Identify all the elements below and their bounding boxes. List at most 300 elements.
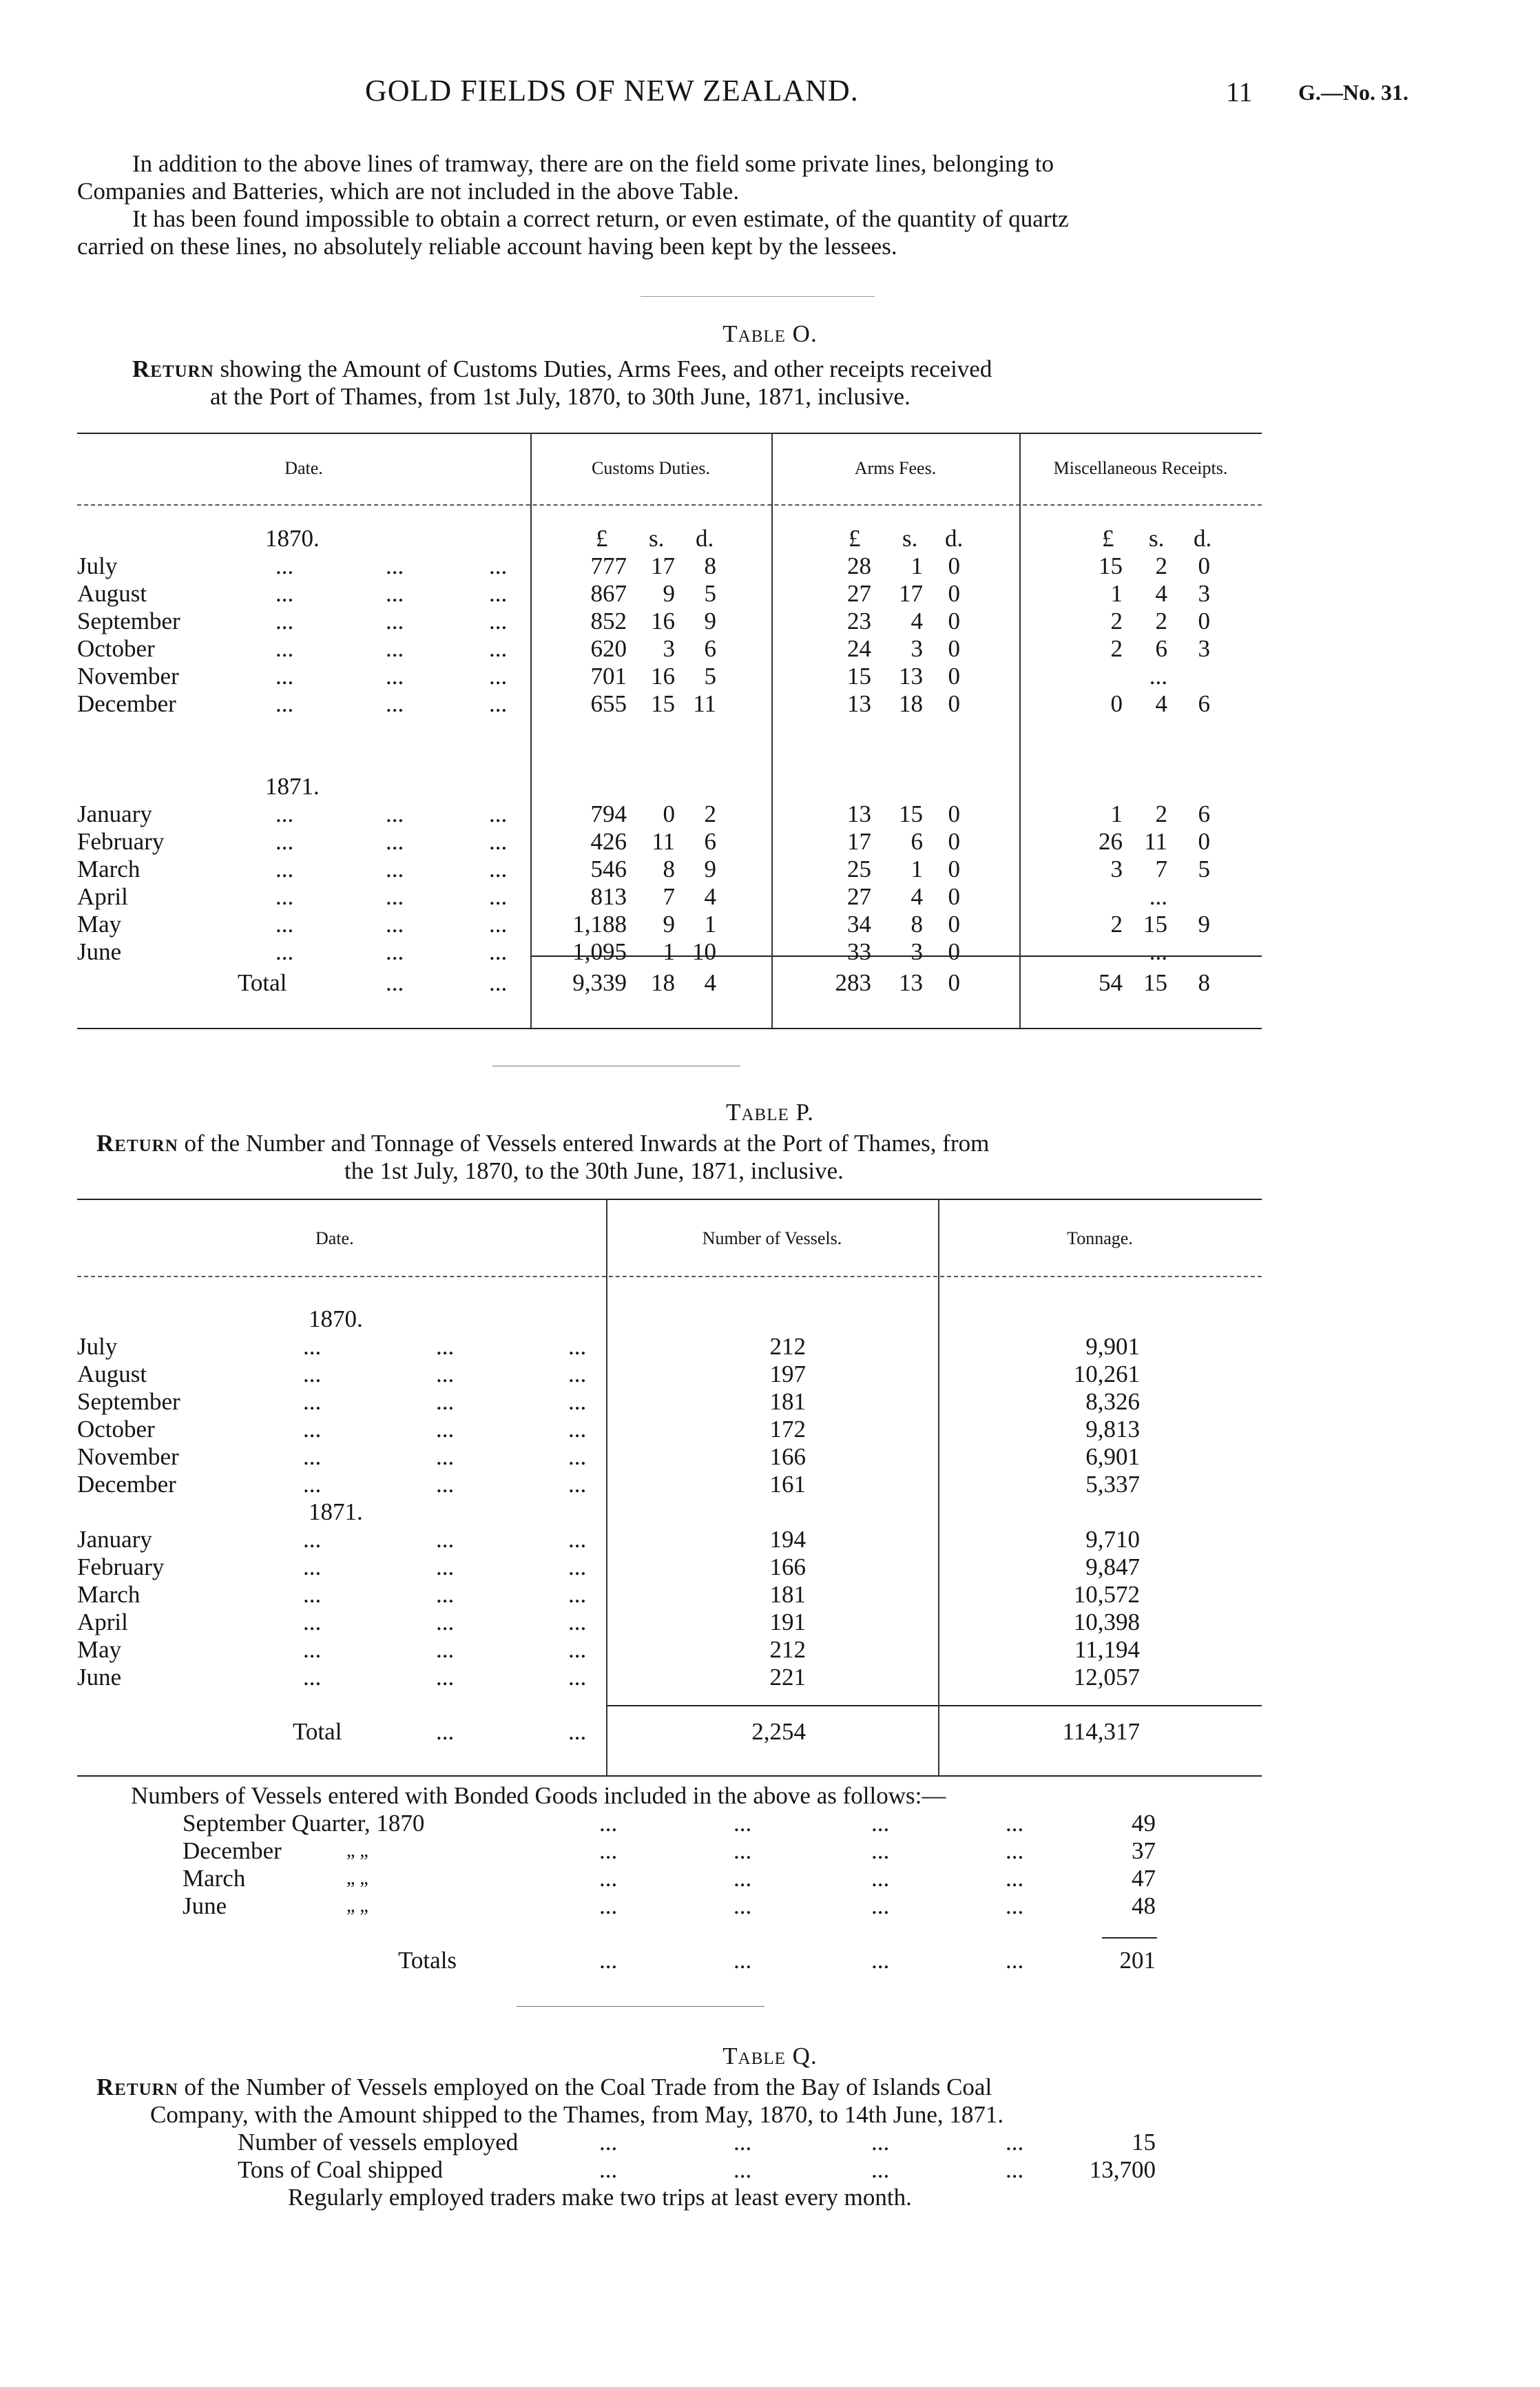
misc-pounds: 0	[1110, 690, 1123, 717]
page-number: 11	[1226, 76, 1253, 107]
customs-pence: 11	[693, 690, 716, 717]
intro-line: carried on these lines, no absolutely reliable account having been kept by the lessees.	[77, 233, 897, 260]
intro-line: In addition to the above lines of tramway, there are on the field some private lines, belonging to	[132, 150, 1054, 177]
leader-dots: ...	[568, 1526, 587, 1553]
leader-dots: ...	[275, 663, 294, 690]
leader-dots: ...	[386, 635, 404, 662]
row-month: September	[77, 1388, 180, 1415]
customs-pounds: 867	[590, 580, 627, 607]
leader-dots: ...	[303, 1636, 322, 1663]
table-rule	[77, 1199, 1262, 1200]
leader-dots: ...	[275, 635, 294, 662]
vessels-count: 161	[769, 1471, 806, 1498]
leader-dots: ...	[599, 2129, 618, 2156]
table-rule	[77, 1775, 1262, 1777]
unit-pence: d.	[696, 525, 714, 552]
misc-pounds: 26	[1099, 828, 1123, 855]
row-month: February	[77, 828, 165, 855]
vessels-count: 191	[769, 1609, 806, 1635]
customs-pence: 10	[692, 938, 716, 965]
unit-pence: d.	[1194, 525, 1212, 552]
tonnage-value: 12,057	[1073, 1664, 1140, 1691]
misc-pounds: 2	[1110, 608, 1123, 634]
misc-pounds: 1	[1110, 800, 1123, 827]
leader-dots: ...	[303, 1416, 322, 1443]
total-arms-pence: 0	[948, 969, 960, 996]
leader-dots: ...	[599, 2156, 618, 2183]
arms-shillings: 1	[911, 856, 923, 882]
total-customs-pence: 4	[704, 969, 716, 996]
quarter-label: June	[183, 1892, 227, 1919]
leader-dots: ...	[436, 1664, 455, 1691]
total-customs-pounds: 9,339	[572, 969, 627, 996]
column-rule	[938, 1199, 939, 1775]
leader-dots: ...	[568, 1581, 587, 1608]
leader-dots: ...	[436, 1526, 455, 1553]
total-arms-pounds: 283	[835, 969, 871, 996]
arms-pence: 0	[948, 690, 960, 717]
misc-shillings: 6	[1155, 635, 1167, 662]
arms-shillings: 18	[899, 690, 923, 717]
misc-pence: 6	[1198, 690, 1210, 717]
leader-dots: ...	[568, 1664, 587, 1691]
bonded-intro: Numbers of Vessels entered with Bonded Goods included in the above as follows:—	[131, 1782, 946, 1809]
leader-dots: ...	[489, 856, 508, 882]
leader-dots: ...	[568, 1718, 587, 1745]
arms-pence: 0	[948, 608, 960, 634]
misc-pence: 0	[1198, 828, 1210, 855]
tonnage-value: 6,901	[1085, 1443, 1140, 1470]
customs-pounds: 794	[590, 800, 627, 827]
arms-pounds: 27	[847, 883, 871, 910]
leader-dots: ...	[489, 938, 508, 965]
arms-shillings: 3	[911, 635, 923, 662]
leader-dots: ...	[303, 1443, 322, 1470]
leader-dots: ...	[386, 856, 404, 882]
arms-pence: 0	[948, 856, 960, 882]
misc-shillings: 4	[1155, 580, 1167, 607]
tonnage-value: 9,901	[1085, 1333, 1140, 1360]
arms-pence: 0	[948, 828, 960, 855]
row-month: March	[77, 1581, 141, 1608]
table-o-caption-2: at the Port of Thames, from 1st July, 1870, to 30th June, 1871, inclusive.	[210, 383, 911, 410]
column-rule	[606, 1199, 607, 1775]
column-rule	[1019, 433, 1021, 1028]
leader-dots: ...	[733, 1865, 752, 1892]
misc-pounds: 3	[1110, 856, 1123, 882]
column-header-date: Date.	[284, 458, 323, 478]
unit-shilling: s.	[649, 525, 665, 552]
quarter-value: 49	[1132, 1810, 1156, 1837]
customs-pence: 9	[704, 608, 716, 634]
leader-dots: ...	[386, 608, 404, 634]
misc-shillings: 2	[1155, 800, 1167, 827]
column-header-customs: Customs Duties.	[592, 458, 710, 478]
sum-rule	[1102, 1937, 1157, 1939]
total-vessels: 2,254	[751, 1718, 806, 1745]
misc-pounds: 1	[1110, 580, 1123, 607]
table-p-caption-2: the 1st July, 1870, to the 30th June, 1871, inclusive.	[344, 1157, 844, 1184]
vessels-employed-label: Number of vessels employed	[238, 2129, 519, 2156]
leader-dots: ...	[436, 1361, 455, 1387]
row-month: November	[77, 1443, 179, 1470]
leader-dots: ...	[275, 552, 294, 579]
row-month: February	[77, 1553, 165, 1580]
leader-dots: ...	[436, 1553, 455, 1580]
vessels-count: 172	[769, 1416, 806, 1443]
vessels-count: 181	[769, 1581, 806, 1608]
customs-pence: 8	[704, 552, 716, 579]
customs-shillings: 7	[663, 883, 675, 910]
leader-dots: ...	[386, 969, 404, 996]
leader-dots: ...	[436, 1718, 455, 1745]
customs-pounds: 620	[590, 635, 627, 662]
tonnage-value: 11,194	[1074, 1636, 1140, 1663]
arms-shillings: 1	[911, 552, 923, 579]
section-divider	[641, 296, 875, 297]
arms-shillings: 3	[911, 938, 923, 965]
arms-pence: 0	[948, 938, 960, 965]
arms-pence: 0	[948, 552, 960, 579]
row-month: September	[77, 608, 180, 634]
tonnage-value: 9,813	[1085, 1416, 1140, 1443]
arms-shillings: 6	[911, 828, 923, 855]
leader-dots: ...	[275, 883, 294, 910]
leader-dots: ...	[871, 1865, 890, 1892]
row-month: November	[77, 663, 179, 690]
coal-shipped-value: 13,700	[1089, 2156, 1156, 2183]
leader-dots: ...	[1006, 1810, 1024, 1837]
leader-dots: ...	[386, 911, 404, 938]
misc-pence: 3	[1198, 580, 1210, 607]
leader-dots: ...	[303, 1471, 322, 1498]
row-month: April	[77, 883, 128, 910]
section-divider	[517, 2006, 764, 2007]
caption-lead: Return	[96, 2074, 178, 2100]
leader-dots: ...	[436, 1581, 455, 1608]
leader-dots: ...	[303, 1609, 322, 1635]
vessels-count: 221	[769, 1664, 806, 1691]
table-rule	[77, 433, 1262, 434]
leader-dots: ...	[568, 1636, 587, 1663]
leader-dots: ...	[436, 1416, 455, 1443]
misc-shillings: 4	[1155, 690, 1167, 717]
customs-pence: 2	[704, 800, 716, 827]
row-month: October	[77, 635, 155, 662]
leader-dots: ...	[303, 1388, 322, 1415]
customs-pounds: 852	[590, 608, 627, 634]
customs-pence: 6	[704, 828, 716, 855]
table-rule	[77, 504, 1262, 506]
misc-pounds: 15	[1099, 552, 1123, 579]
ditto-marks: „ „	[346, 1840, 368, 1861]
leader-dots: ...	[275, 608, 294, 634]
misc-pence: 5	[1198, 856, 1210, 882]
arms-shillings: 8	[911, 911, 923, 938]
customs-pence: 5	[704, 580, 716, 607]
row-month: July	[77, 1333, 118, 1360]
tonnage-value: 5,337	[1085, 1471, 1140, 1498]
customs-shillings: 11	[652, 828, 675, 855]
leader-dots: ...	[1006, 1837, 1024, 1864]
leader-dots: ...	[303, 1553, 322, 1580]
intro-line: Companies and Batteries, which are not included in the above Table.	[77, 178, 740, 205]
leader-dots: ...	[275, 800, 294, 827]
column-header-date: Date.	[315, 1228, 354, 1248]
arms-pounds: 25	[847, 856, 871, 882]
misc-pence: 6	[1198, 800, 1210, 827]
table-q-label: Table Q.	[722, 2043, 818, 2069]
year-label: 1871.	[265, 773, 320, 800]
totals-label: Totals	[398, 1947, 457, 1974]
customs-shillings: 15	[651, 690, 675, 717]
arms-shillings: 4	[911, 608, 923, 634]
ditto-marks: „ „	[346, 1895, 368, 1916]
misc-pounds: 2	[1110, 635, 1123, 662]
arms-pounds: 33	[847, 938, 871, 965]
row-month: December	[77, 690, 176, 717]
arms-pence: 0	[948, 911, 960, 938]
quarter-value: 48	[1132, 1892, 1156, 1919]
table-p-label: Table P.	[726, 1099, 814, 1126]
leader-dots: ...	[275, 911, 294, 938]
tonnage-value: 9,847	[1085, 1553, 1140, 1580]
customs-pence: 5	[704, 663, 716, 690]
leader-dots: ...	[489, 635, 508, 662]
total-tonnage: 114,317	[1062, 1718, 1140, 1745]
vessels-count: 166	[769, 1443, 806, 1470]
table-o-caption	[132, 355, 992, 383]
ditto-marks: „ „	[346, 1868, 368, 1889]
customs-pounds: 546	[590, 856, 627, 882]
leader-dots: ...	[303, 1526, 322, 1553]
tonnage-value: 10,572	[1073, 1581, 1140, 1608]
table-rule	[606, 1705, 1262, 1706]
vessels-count: 181	[769, 1388, 806, 1415]
unit-pound: £	[596, 525, 608, 552]
leader-dots: ...	[436, 1609, 455, 1635]
leader-dots: ...	[733, 1810, 752, 1837]
misc-shillings: 2	[1155, 608, 1167, 634]
leader-dots: ...	[568, 1333, 587, 1360]
arms-pounds: 13	[847, 800, 871, 827]
arms-pence: 0	[948, 800, 960, 827]
customs-pounds: 777	[590, 552, 627, 579]
customs-shillings: 9	[663, 580, 675, 607]
leader-dots: ...	[489, 800, 508, 827]
leader-dots: ...	[436, 1471, 455, 1498]
leader-dots: ...	[275, 580, 294, 607]
misc-pence: 0	[1198, 552, 1210, 579]
arms-pence: 0	[948, 883, 960, 910]
leader-dots: ...	[568, 1416, 587, 1443]
vessels-employed-value: 15	[1132, 2129, 1156, 2156]
total-arms-shillings: 13	[899, 969, 923, 996]
leader-dots: ...	[489, 608, 508, 634]
misc-shillings: ...	[1149, 938, 1167, 965]
customs-pence: 6	[704, 635, 716, 662]
arms-pounds: 34	[847, 911, 871, 938]
leader-dots: ...	[599, 1810, 618, 1837]
customs-pounds: 655	[590, 690, 627, 717]
caption-text: of the Number and Tonnage of Vessels entered Inwards at the Port of Thames, from	[184, 1130, 990, 1157]
leader-dots: ...	[386, 800, 404, 827]
leader-dots: ...	[275, 856, 294, 882]
vessels-count: 212	[769, 1333, 806, 1360]
leader-dots: ...	[303, 1664, 322, 1691]
arms-pounds: 24	[847, 635, 871, 662]
leader-dots: ...	[386, 663, 404, 690]
column-header-vessels: Number of Vessels.	[702, 1228, 842, 1248]
row-month: June	[77, 938, 122, 965]
leader-dots: ...	[733, 1837, 752, 1864]
leader-dots: ...	[733, 2156, 752, 2183]
leader-dots: ...	[489, 883, 508, 910]
page-title: GOLD FIELDS OF NEW ZEALAND.	[365, 74, 859, 107]
quarter-label: December	[183, 1837, 282, 1864]
leader-dots: ...	[568, 1361, 587, 1387]
leader-dots: ...	[1006, 1865, 1024, 1892]
customs-pounds: 426	[590, 828, 627, 855]
tonnage-value: 9,710	[1085, 1526, 1140, 1553]
customs-pounds: 813	[590, 883, 627, 910]
row-month: January	[77, 1526, 152, 1553]
misc-pence: 0	[1198, 608, 1210, 634]
leader-dots: ...	[871, 1947, 890, 1974]
leader-dots: ...	[568, 1553, 587, 1580]
customs-pence: 1	[704, 911, 716, 938]
leader-dots: ...	[436, 1443, 455, 1470]
column-header-arms: Arms Fees.	[854, 458, 937, 478]
leader-dots: ...	[1006, 1947, 1024, 1974]
caption-lead: Return	[132, 355, 214, 382]
total-misc-shillings: 15	[1143, 969, 1167, 996]
row-month: June	[77, 1664, 122, 1691]
leader-dots: ...	[386, 938, 404, 965]
row-month: October	[77, 1416, 155, 1443]
customs-shillings: 0	[663, 800, 675, 827]
customs-shillings: 9	[663, 911, 675, 938]
misc-pence: 9	[1198, 911, 1210, 938]
table-rule	[77, 1028, 1262, 1029]
leader-dots: ...	[489, 663, 508, 690]
arms-pence: 0	[948, 635, 960, 662]
table-q-caption-2: Company, with the Amount shipped to the Thames, from May, 1870, to 14th June, 1871.	[150, 2101, 1004, 2128]
leader-dots: ...	[568, 1471, 587, 1498]
leader-dots: ...	[275, 690, 294, 717]
customs-shillings: 1	[663, 938, 675, 965]
leader-dots: ...	[871, 1810, 890, 1837]
vessels-count: 197	[769, 1361, 806, 1387]
column-header-misc: Miscellaneous Receipts.	[1053, 458, 1228, 478]
caption-text: of the Number of Vessels employed on the Coal Trade from the Bay of Islands Coal	[184, 2074, 992, 2100]
document-reference: G.—No. 31.	[1298, 80, 1408, 105]
total-label: Total	[238, 969, 287, 996]
customs-shillings: 16	[651, 608, 675, 634]
customs-shillings: 8	[663, 856, 675, 882]
leader-dots: ...	[871, 1837, 890, 1864]
misc-pounds: 2	[1110, 911, 1123, 938]
coal-shipped-label: Tons of Coal shipped	[238, 2156, 443, 2183]
total-customs-shillings: 18	[651, 969, 675, 996]
leader-dots: ...	[275, 828, 294, 855]
column-rule	[771, 433, 773, 1028]
arms-pence: 0	[948, 580, 960, 607]
tonnage-value: 8,326	[1085, 1388, 1140, 1415]
total-label: Total	[293, 1718, 342, 1745]
leader-dots: ...	[489, 828, 508, 855]
leader-dots: ...	[599, 1837, 618, 1864]
caption-text: showing the Amount of Customs Duties, Arms Fees, and other receipts received	[220, 355, 992, 382]
leader-dots: ...	[275, 938, 294, 965]
customs-pounds: 1,188	[572, 911, 627, 938]
customs-shillings: 17	[651, 552, 675, 579]
misc-shillings: 15	[1143, 911, 1167, 938]
leader-dots: ...	[489, 580, 508, 607]
leader-dots: ...	[489, 690, 508, 717]
leader-dots: ...	[436, 1636, 455, 1663]
row-month: April	[77, 1609, 128, 1635]
customs-shillings: 3	[663, 635, 675, 662]
misc-shillings: ...	[1149, 883, 1167, 910]
caption-lead: Return	[96, 1130, 178, 1157]
column-header-tonnage: Tonnage.	[1067, 1228, 1133, 1248]
customs-pence: 4	[704, 883, 716, 910]
vessels-count: 166	[769, 1553, 806, 1580]
intro-line: It has been found impossible to obtain a correct return, or even estimate, of the quantity of quartz	[132, 205, 1069, 232]
total-misc-pounds: 54	[1099, 969, 1123, 996]
year-label: 1870.	[265, 525, 320, 552]
row-month: May	[77, 1636, 122, 1663]
leader-dots: ...	[871, 2129, 890, 2156]
table-q-caption	[96, 2074, 992, 2101]
leader-dots: ...	[568, 1609, 587, 1635]
leader-dots: ...	[599, 1892, 618, 1919]
leader-dots: ...	[599, 1865, 618, 1892]
arms-shillings: 17	[899, 580, 923, 607]
unit-pound: £	[849, 525, 861, 552]
leader-dots: ...	[436, 1333, 455, 1360]
customs-shillings: 16	[651, 663, 675, 690]
arms-shillings: 13	[899, 663, 923, 690]
row-month: August	[77, 1361, 147, 1387]
misc-shillings: 2	[1155, 552, 1167, 579]
misc-pence: 3	[1198, 635, 1210, 662]
vessels-count: 194	[769, 1526, 806, 1553]
arms-pounds: 13	[847, 690, 871, 717]
row-month: July	[77, 552, 118, 579]
tonnage-value: 10,261	[1073, 1361, 1140, 1387]
arms-shillings: 15	[899, 800, 923, 827]
leader-dots: ...	[386, 828, 404, 855]
misc-shillings: ...	[1149, 663, 1167, 690]
arms-shillings: 4	[911, 883, 923, 910]
customs-pounds: 701	[590, 663, 627, 690]
year-label: 1870.	[309, 1305, 363, 1332]
leader-dots: ...	[568, 1388, 587, 1415]
leader-dots: ...	[386, 580, 404, 607]
leader-dots: ...	[733, 1947, 752, 1974]
leader-dots: ...	[489, 911, 508, 938]
row-month: May	[77, 911, 122, 938]
tonnage-value: 10,398	[1073, 1609, 1140, 1635]
quarter-label: March	[183, 1865, 246, 1892]
leader-dots: ...	[489, 552, 508, 579]
totals-value: 201	[1119, 1947, 1156, 1974]
table-rule	[77, 1276, 1262, 1277]
leader-dots: ...	[733, 2129, 752, 2156]
arms-pounds: 23	[847, 608, 871, 634]
